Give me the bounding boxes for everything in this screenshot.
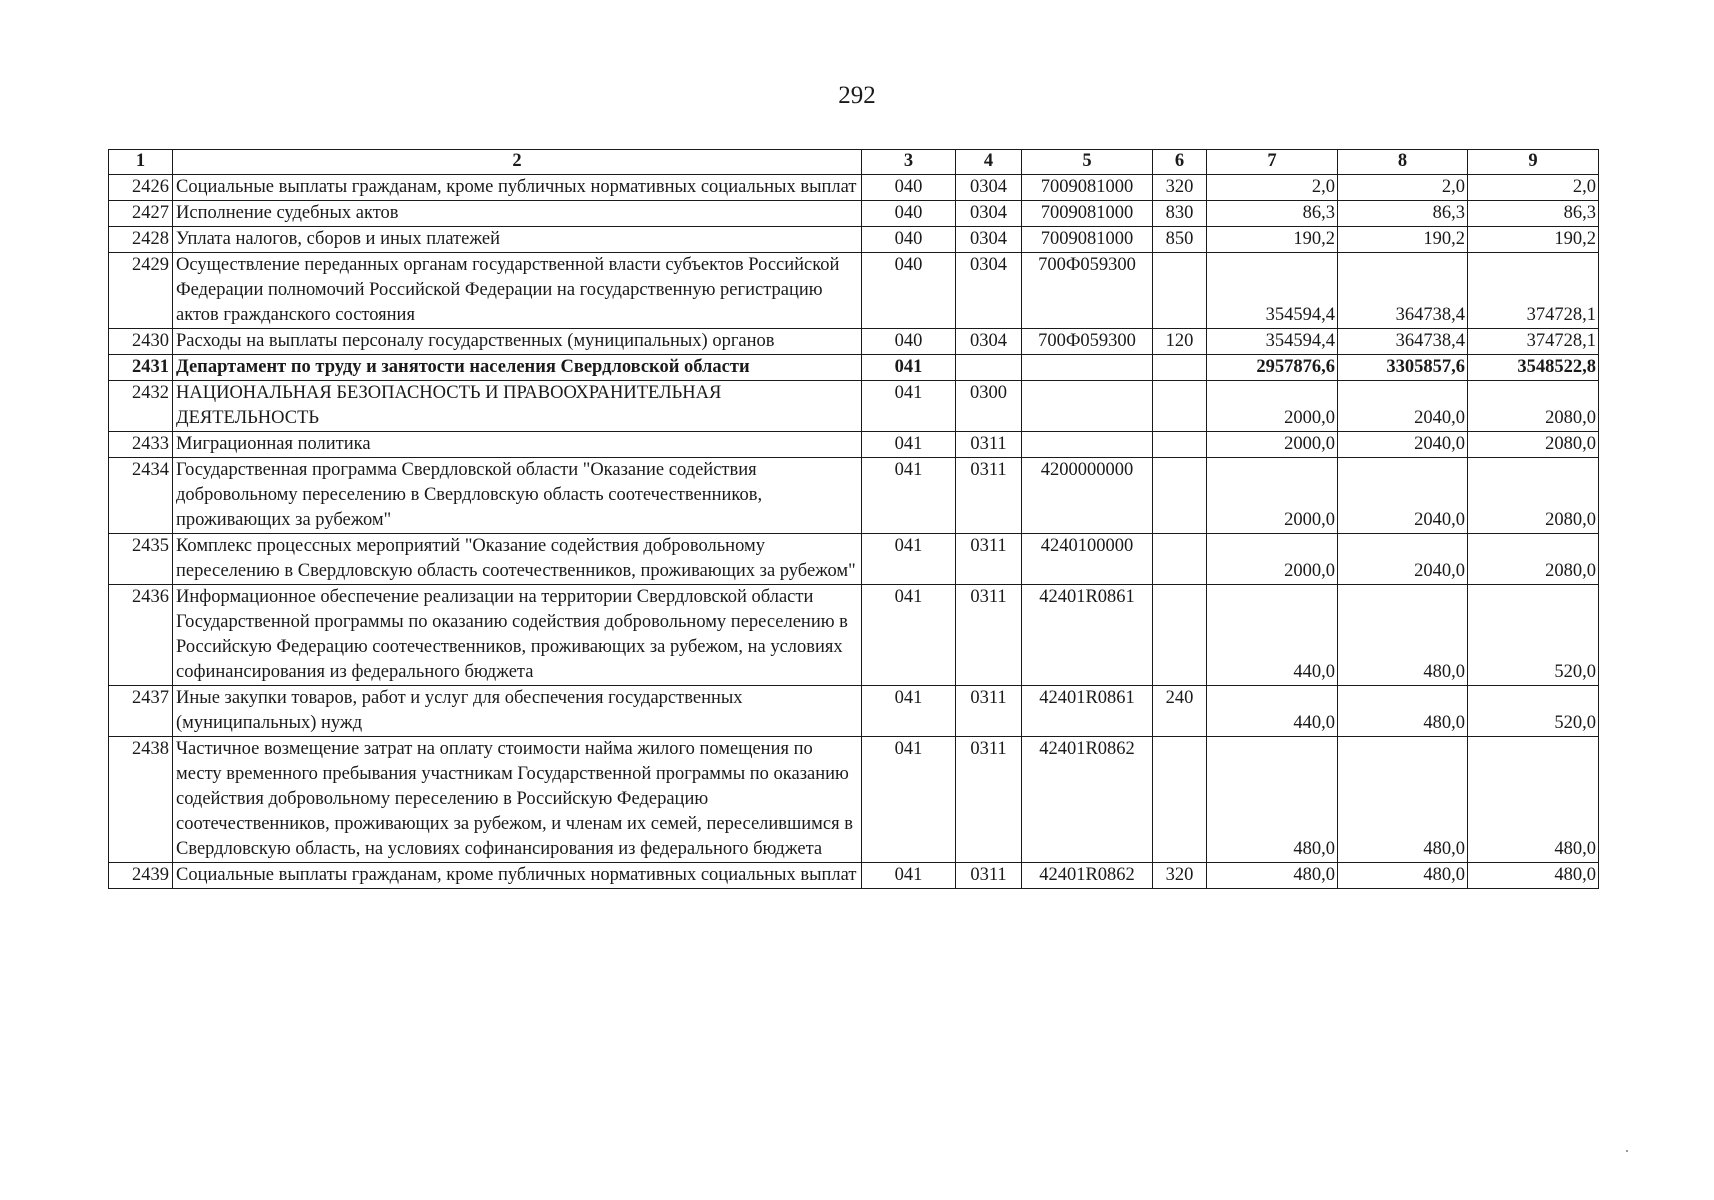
amount-col9-cell: 3548522,8 <box>1468 355 1599 381</box>
amount-col9-cell: 2080,0 <box>1468 432 1599 458</box>
description-cell: Социальные выплаты гражданам, кроме публичных нормативных социальных выплат <box>173 175 862 201</box>
expense-type-cell: 240 <box>1153 686 1207 737</box>
amount-col8-cell: 480,0 <box>1338 686 1468 737</box>
department-code-cell: 040 <box>862 175 956 201</box>
table-row <box>109 329 1599 355</box>
amount-col9-cell: 520,0 <box>1468 686 1599 737</box>
expense-type-cell: 120 <box>1153 329 1207 355</box>
amount-col7-cell: 2000,0 <box>1207 458 1338 534</box>
expense-type-cell <box>1153 253 1207 329</box>
header-row <box>109 150 1599 175</box>
amount-col7-cell: 354594,4 <box>1207 253 1338 329</box>
department-code-cell: 041 <box>862 737 956 863</box>
amount-col8-cell: 2040,0 <box>1338 534 1468 585</box>
row-number-cell: 2427 <box>109 201 173 227</box>
amount-col7-cell: 2000,0 <box>1207 534 1338 585</box>
amount-col8-cell: 480,0 <box>1338 737 1468 863</box>
section-code-cell: 0311 <box>956 585 1022 686</box>
amount-col8-cell: 3305857,6 <box>1338 355 1468 381</box>
amount-col9-cell: 480,0 <box>1468 737 1599 863</box>
header-cell-8: 8 <box>1338 150 1468 175</box>
amount-col9-cell: 2080,0 <box>1468 534 1599 585</box>
page-number: 292 <box>838 82 876 109</box>
row-number-cell: 2431 <box>109 355 173 381</box>
amount-col8-cell: 2040,0 <box>1338 432 1468 458</box>
header-cell-6: 6 <box>1153 150 1207 175</box>
amount-col8-cell: 2,0 <box>1338 175 1468 201</box>
department-code-cell: 041 <box>862 585 956 686</box>
row-number-cell: 2436 <box>109 585 173 686</box>
expense-type-cell <box>1153 432 1207 458</box>
description-cell: НАЦИОНАЛЬНАЯ БЕЗОПАСНОСТЬ И ПРАВООХРАНИТЕЛЬНАЯ ДЕЯТЕЛЬНОСТЬ <box>173 381 862 432</box>
row-number-cell: 2434 <box>109 458 173 534</box>
amount-col7-cell: 2000,0 <box>1207 381 1338 432</box>
amount-col9-cell: 374728,1 <box>1468 253 1599 329</box>
description-cell: Исполнение судебных актов <box>173 201 862 227</box>
target-article-cell <box>1022 381 1153 432</box>
target-article-cell: 7009081000 <box>1022 201 1153 227</box>
amount-col7-cell: 440,0 <box>1207 686 1338 737</box>
expense-type-cell <box>1153 355 1207 381</box>
amount-col7-cell: 86,3 <box>1207 201 1338 227</box>
row-number-cell: 2432 <box>109 381 173 432</box>
header-cell-1: 1 <box>109 150 173 175</box>
table-row <box>109 381 1599 432</box>
expense-type-cell: 320 <box>1153 175 1207 201</box>
amount-col9-cell: 2080,0 <box>1468 381 1599 432</box>
row-number-cell: 2428 <box>109 227 173 253</box>
expense-type-cell: 320 <box>1153 863 1207 889</box>
department-code-cell: 041 <box>862 432 956 458</box>
target-article-cell: 4240100000 <box>1022 534 1153 585</box>
row-number-cell: 2426 <box>109 175 173 201</box>
description-cell: Социальные выплаты гражданам, кроме публичных нормативных социальных выплат <box>173 863 862 889</box>
amount-col9-cell: 190,2 <box>1468 227 1599 253</box>
section-code-cell: 0311 <box>956 686 1022 737</box>
section-code-cell: 0304 <box>956 175 1022 201</box>
expense-type-cell: 850 <box>1153 227 1207 253</box>
section-code-cell: 0311 <box>956 458 1022 534</box>
amount-col7-cell: 480,0 <box>1207 737 1338 863</box>
target-article-cell: 7009081000 <box>1022 227 1153 253</box>
amount-col8-cell: 190,2 <box>1338 227 1468 253</box>
header-cell-5: 5 <box>1022 150 1153 175</box>
department-code-cell: 041 <box>862 534 956 585</box>
amount-col9-cell: 2080,0 <box>1468 458 1599 534</box>
row-number-cell: 2438 <box>109 737 173 863</box>
table-row <box>109 534 1599 585</box>
expense-type-cell <box>1153 458 1207 534</box>
amount-col7-cell: 2957876,6 <box>1207 355 1338 381</box>
section-code-cell: 0304 <box>956 227 1022 253</box>
target-article-cell: 7009081000 <box>1022 175 1153 201</box>
section-code-cell: 0304 <box>956 329 1022 355</box>
department-code-cell: 041 <box>862 863 956 889</box>
row-number-cell: 2437 <box>109 686 173 737</box>
target-article-cell: 42401R0862 <box>1022 737 1153 863</box>
target-article-cell: 4200000000 <box>1022 458 1153 534</box>
department-code-cell: 041 <box>862 458 956 534</box>
description-cell: Информационное обеспечение реализации на территории Свердловской области Государственной программы по оказанию содействия добровольному переселению в Российскую Федерацию соотечественников, проживающих за рубежом, на условиях софинансирования из федерального бюджета <box>173 585 862 686</box>
target-article-cell: 700Ф059300 <box>1022 253 1153 329</box>
department-code-cell: 041 <box>862 355 956 381</box>
header-cell-3: 3 <box>862 150 956 175</box>
section-code-cell: 0311 <box>956 432 1022 458</box>
amount-col9-cell: 480,0 <box>1468 863 1599 889</box>
department-code-cell: 040 <box>862 227 956 253</box>
amount-col7-cell: 2,0 <box>1207 175 1338 201</box>
amount-col8-cell: 2040,0 <box>1338 381 1468 432</box>
target-article-cell: 42401R0861 <box>1022 585 1153 686</box>
section-code-cell: 0304 <box>956 253 1022 329</box>
header-cell-9: 9 <box>1468 150 1599 175</box>
row-number-cell: 2435 <box>109 534 173 585</box>
table-body <box>109 175 1599 889</box>
amount-col8-cell: 364738,4 <box>1338 329 1468 355</box>
table-row <box>109 355 1599 381</box>
table-row <box>109 863 1599 889</box>
expense-type-cell: 830 <box>1153 201 1207 227</box>
amount-col7-cell: 190,2 <box>1207 227 1338 253</box>
section-code-cell: 0304 <box>956 201 1022 227</box>
section-code-cell: 0311 <box>956 863 1022 889</box>
amount-col9-cell: 374728,1 <box>1468 329 1599 355</box>
table-row <box>109 737 1599 863</box>
row-number-cell: 2430 <box>109 329 173 355</box>
expense-type-cell <box>1153 381 1207 432</box>
table-row <box>109 253 1599 329</box>
row-number-cell: 2439 <box>109 863 173 889</box>
amount-col8-cell: 2040,0 <box>1338 458 1468 534</box>
expense-type-cell <box>1153 534 1207 585</box>
section-code-cell: 0311 <box>956 534 1022 585</box>
section-code-cell: 0311 <box>956 737 1022 863</box>
row-number-cell: 2429 <box>109 253 173 329</box>
table-row <box>109 458 1599 534</box>
target-article-cell: 42401R0862 <box>1022 863 1153 889</box>
header-cell-4: 4 <box>956 150 1022 175</box>
description-cell: Иные закупки товаров, работ и услуг для обеспечения государственных (муниципальных) нужд <box>173 686 862 737</box>
description-cell: Департамент по труду и занятости населения Свердловской области <box>173 355 862 381</box>
amount-col7-cell: 2000,0 <box>1207 432 1338 458</box>
amount-col7-cell: 440,0 <box>1207 585 1338 686</box>
amount-col9-cell: 86,3 <box>1468 201 1599 227</box>
amount-col9-cell: 520,0 <box>1468 585 1599 686</box>
amount-col8-cell: 86,3 <box>1338 201 1468 227</box>
department-code-cell: 040 <box>862 329 956 355</box>
target-article-cell: 700Ф059300 <box>1022 329 1153 355</box>
description-cell: Частичное возмещение затрат на оплату стоимости найма жилого помещения по месту временного пребывания участникам Государственной программы по оказанию содействия добровольному переселению в Российскую Федерацию соотечественников, проживающих за рубежом, и членам их семей, переселившимся в Свердловскую область, на условиях софинансирования из федерального бюджета <box>173 737 862 863</box>
table-row <box>109 686 1599 737</box>
row-number-cell: 2433 <box>109 432 173 458</box>
header-cell-2: 2 <box>173 150 862 175</box>
table-row <box>109 201 1599 227</box>
scan-artifact <box>1626 1150 1628 1152</box>
target-article-cell <box>1022 432 1153 458</box>
amount-col9-cell: 2,0 <box>1468 175 1599 201</box>
target-article-cell: 42401R0861 <box>1022 686 1153 737</box>
description-cell: Государственная программа Свердловской области "Оказание содействия добровольному переселению в Свердловскую область соотечественников, проживающих за рубежом" <box>173 458 862 534</box>
target-article-cell <box>1022 355 1153 381</box>
description-cell: Комплекс процессных мероприятий "Оказание содействия добровольному переселению в Свердловскую область соотечественников, проживающих за рубежом" <box>173 534 862 585</box>
budget-table <box>108 149 1599 889</box>
table-row <box>109 432 1599 458</box>
description-cell: Миграционная политика <box>173 432 862 458</box>
table-row <box>109 227 1599 253</box>
section-code-cell <box>956 355 1022 381</box>
amount-col8-cell: 480,0 <box>1338 863 1468 889</box>
department-code-cell: 041 <box>862 686 956 737</box>
amount-col7-cell: 354594,4 <box>1207 329 1338 355</box>
description-cell: Расходы на выплаты персоналу государственных (муниципальных) органов <box>173 329 862 355</box>
header-cell-7: 7 <box>1207 150 1338 175</box>
department-code-cell: 041 <box>862 381 956 432</box>
expense-type-cell <box>1153 585 1207 686</box>
amount-col8-cell: 480,0 <box>1338 585 1468 686</box>
table-row <box>109 585 1599 686</box>
amount-col8-cell: 364738,4 <box>1338 253 1468 329</box>
description-cell: Осуществление переданных органам государственной власти субъектов Российской Федерации полномочий Российской Федерации на государственную регистрацию актов гражданского состояния <box>173 253 862 329</box>
amount-col7-cell: 480,0 <box>1207 863 1338 889</box>
description-cell: Уплата налогов, сборов и иных платежей <box>173 227 862 253</box>
department-code-cell: 040 <box>862 253 956 329</box>
expense-type-cell <box>1153 737 1207 863</box>
section-code-cell: 0300 <box>956 381 1022 432</box>
department-code-cell: 040 <box>862 201 956 227</box>
table-row <box>109 175 1599 201</box>
